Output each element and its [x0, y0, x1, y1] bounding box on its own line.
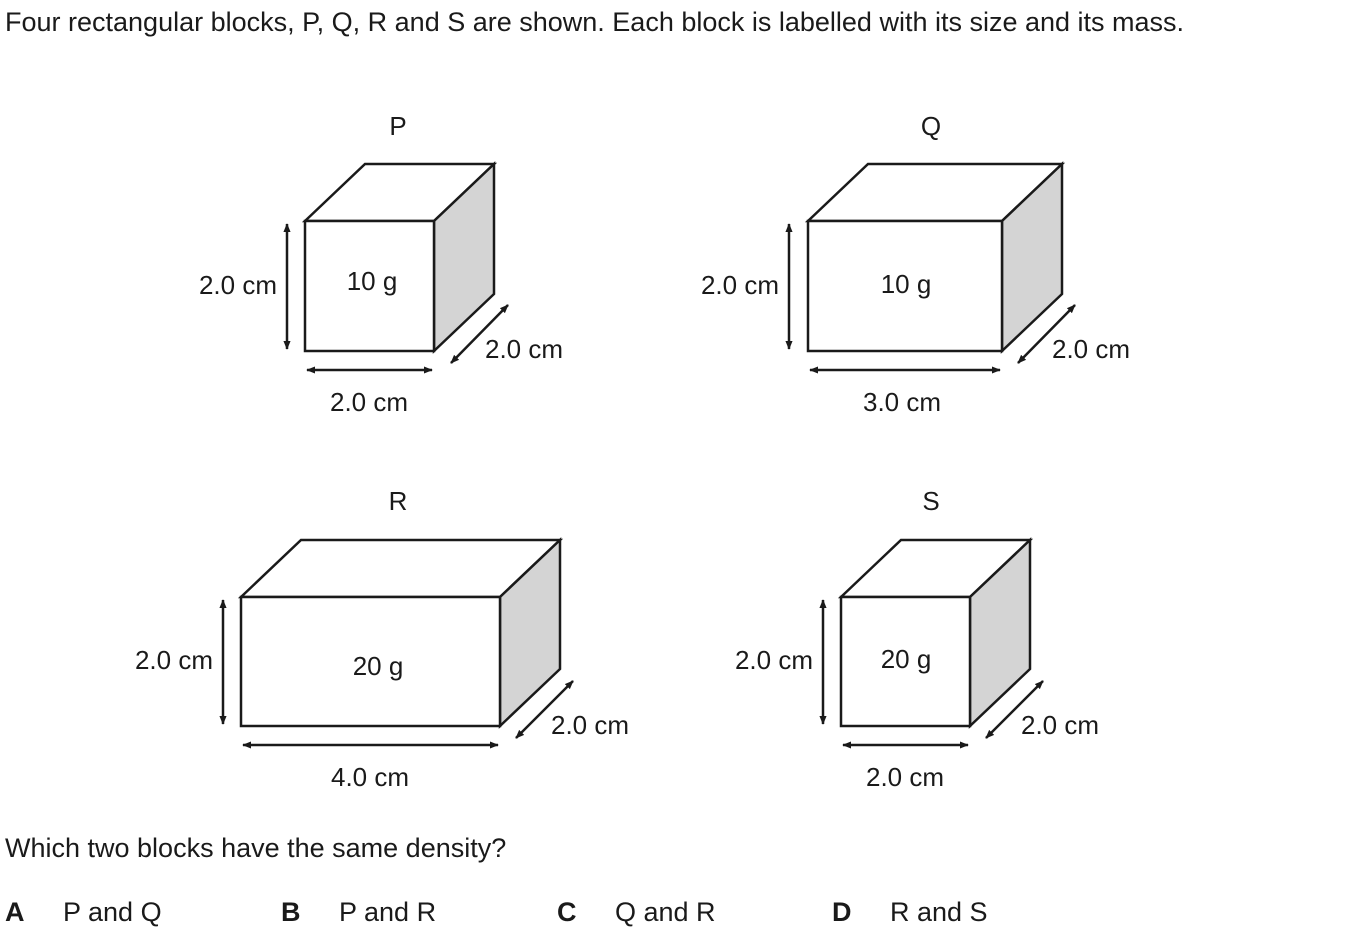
option-c-letter: C — [557, 897, 577, 927]
question-text: Which two blocks have the same density? — [5, 833, 507, 863]
block-r-mass: 20 g — [352, 651, 404, 681]
block-r-name: R — [388, 486, 408, 516]
option-a[interactable] — [5, 897, 162, 928]
block-r-depth-label: 2.0 cm — [551, 710, 630, 740]
block-s-width-label: 2.0 cm — [865, 762, 945, 792]
block-s-depth-label: 2.0 cm — [1021, 710, 1100, 740]
block-r-width-label: 4.0 cm — [330, 762, 410, 792]
block-q-depth-label: 2.0 cm — [1052, 334, 1131, 364]
block-p-name: P — [389, 111, 407, 141]
block-r-height-label: 2.0 cm — [134, 645, 213, 675]
block-p-mass: 10 g — [346, 266, 398, 296]
block-s-mass: 20 g — [880, 644, 932, 674]
block-q — [701, 111, 1130, 417]
option-b[interactable] — [281, 897, 436, 928]
option-d-text: R and S — [890, 897, 988, 927]
option-d-letter: D — [832, 897, 852, 927]
block-p — [199, 111, 563, 417]
option-a-text: P and Q — [63, 897, 162, 927]
option-d[interactable] — [832, 897, 988, 928]
option-b-letter: B — [281, 897, 301, 927]
option-b-text: P and R — [339, 897, 437, 927]
block-p-height-label: 2.0 cm — [198, 270, 277, 300]
block-r — [135, 486, 629, 792]
option-c-text: Q and R — [615, 897, 716, 927]
block-s — [735, 486, 1099, 792]
block-s-name: S — [922, 486, 940, 516]
block-p-width-label: 2.0 cm — [329, 387, 409, 417]
block-p-depth-label: 2.0 cm — [485, 334, 564, 364]
intro-text: Four rectangular blocks, P, Q, R and S are shown. Each block is labelled with its size and its mass. — [5, 7, 1185, 37]
block-q-width-label: 3.0 cm — [862, 387, 942, 417]
block-q-mass: 10 g — [880, 269, 932, 299]
option-a-letter: A — [5, 897, 25, 927]
block-q-height-label: 2.0 cm — [700, 270, 779, 300]
option-c[interactable] — [557, 897, 716, 928]
block-q-name: Q — [920, 111, 942, 141]
block-s-height-label: 2.0 cm — [734, 645, 813, 675]
